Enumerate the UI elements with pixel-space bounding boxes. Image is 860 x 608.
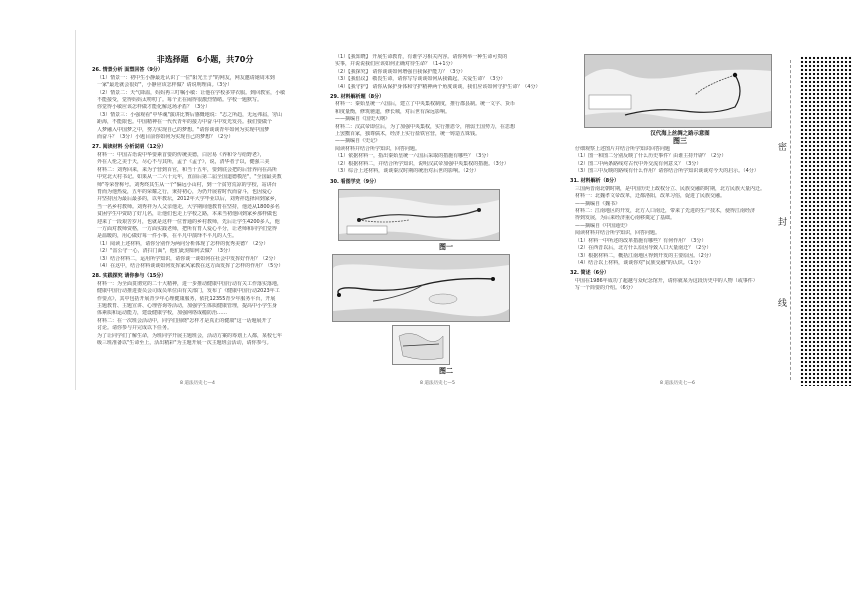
q32-line: 写一个简要的介绍。（6分） bbox=[575, 285, 636, 292]
q27-line: 当一名乡村教师。刘秀祥为人父亲他走，大学期间他教育在坚持，他还从1800多名 bbox=[97, 203, 280, 210]
c2top-line: （3）【我倡议】 敬畏生命，请你写写谈谈如何从我做起，关爱生命？（3分） bbox=[335, 76, 506, 83]
q29-line: 阅读材料并结合所学知识，回答问题。 bbox=[335, 145, 421, 152]
binding-dot-strip bbox=[800, 56, 852, 386]
c2top-line: （1）【我知晓】 开展生命教育，有谁学习相关内容。请你列举一种生命可贵的 bbox=[335, 54, 508, 60]
q32-line: 中国在1986年成功了超越与众纪念馆开，请你就某为这段历史中的人物（或事件） bbox=[575, 277, 758, 284]
binding-char-xian: 线 bbox=[778, 299, 788, 309]
q29-line: ——摘编自《史记》 bbox=[335, 138, 381, 145]
q28-line: 作要点》，其中包括开展青少年心理健康服务，依托12355青少年服务平台，开展 bbox=[97, 295, 276, 302]
question-27-body bbox=[92, 152, 318, 271]
question-26-title: 26. 情景分析 面塑回答（9分） bbox=[92, 67, 163, 74]
q31-line: 材料一：北魏孝文帝改革，迁都洛阳，改革习俗，促进了民族交融。 bbox=[575, 193, 726, 200]
column-left bbox=[92, 54, 318, 347]
q27-line: 材料一：中国古语说中华要素首要的传统美德，白居易《养和令与给野老》， bbox=[97, 151, 265, 158]
q27-line: 育而为他热爱，五年的荣耀之行，秉持初心，为仍开展着时代而奋斗，也因爱心 bbox=[97, 188, 273, 195]
page-fold-line bbox=[75, 30, 77, 390]
q26-line: 距海，不能限也。中国精神在一代代青年的接力中奋斗中发光发亮。我们要做个 bbox=[97, 119, 273, 126]
q27-line: 一方面对教师资格，一方面实践老师，把所有育人爱心平分，让老师和同学们觉得 bbox=[97, 225, 278, 232]
question-28-body bbox=[92, 281, 318, 348]
q29-line: ——摘编自《国史大纲》 bbox=[335, 116, 391, 123]
q31-line: 阅读材料并结合所学知识，回答问题。 bbox=[575, 230, 661, 237]
q31-line: 三国两晋南北朝时期，是中国历史上政权分立、民族交融的时期，北方民族大量内迁。 bbox=[575, 185, 766, 192]
q26-line: 而奋斗？（3分）小题目前你如何为实现自己的梦想？（2分） bbox=[97, 134, 234, 141]
page-footer-right: 8 道法历史七—6 bbox=[660, 381, 695, 386]
q29-line: （3）综合上述材料，谈谈秦汉时期的统治对后世的影响。（2分） bbox=[335, 168, 479, 175]
q28-line: 为了让同学们了解生命，为班同学开展主题班会，活动方案的筹划上人都，某校七年 bbox=[97, 332, 283, 339]
c2top-line: （4）【我守护】 请你从保护身体和守护精神两个角度谈谈，我们应该如何守护生命？（4分） bbox=[335, 83, 541, 90]
q27-line: （4）在这中，结合材料谈谈如何发挥家风家教在这方面发挥了怎样的作用？（5分） bbox=[97, 262, 284, 269]
question-30-body bbox=[570, 146, 790, 176]
q28-line: 主题教育、主题宣讲、心理咨询等活动，加强学生体质健康管理，提高中小学生身 bbox=[97, 303, 278, 309]
page-footer-middle: 8 道法历史七—5 bbox=[420, 381, 455, 386]
q27-line: 是温暖的，用心做好每一件小事，在平凡中演绎不平凡的人生。 bbox=[97, 233, 238, 240]
q28-line: 体素质和运动能力，建设健康学校，加强网络成瘾防治…… bbox=[97, 310, 228, 317]
c2top-line: 实事，并说说我们应该如何正确对待生命？（1+1分） bbox=[335, 61, 456, 68]
c2top-line: （2）【我探究】 请你谈谈如何增强自我保护能力？（3分） bbox=[335, 68, 466, 75]
column-right bbox=[570, 54, 790, 293]
question-27-title: 27. 阅读材料 分析说明（12分） bbox=[92, 144, 167, 151]
q27-line: （3）结合材料二，运用所学知识，请你谈一谈如何在社会中发挥好作用？（2分） bbox=[97, 255, 279, 262]
q26-line: （2）情景二：天气降温，妈妈再三叮嘱小敏：让他在学校多穿衣服。到回教室，小敏 bbox=[97, 89, 286, 96]
q27-line: 贫困学生中资助了好几名，让他们也走上学校之路，本来当初他回到家乡那样做也 bbox=[97, 211, 278, 218]
q28-line: 材料一：为全面贯彻党的二十大精神，进一步推动健康中国行动有关工作落实落地， bbox=[97, 280, 283, 287]
q27-line: （1）阅读上述材料，请你分别作为两问分析体现了怎样的优秀美德？（2分） bbox=[97, 240, 269, 247]
q29-line: 材料一：秦始皇统一六国后，建立了中央集权制度，推行郡县制。统一文字、货币 bbox=[335, 101, 516, 108]
q26-line: 人梦融入中国梦之中，努力实现自己的梦想。"请你谈谈青年如何为实现中国梦 bbox=[97, 126, 270, 133]
q31-line: ——摘编自《魏书》 bbox=[575, 200, 621, 207]
question-29-title: 29. 材料解析题（8分） bbox=[330, 94, 385, 101]
question-26-body bbox=[92, 75, 318, 142]
figure-3-caption: 汉代海上丝绸之路示意图 bbox=[650, 131, 710, 137]
figure-2-map bbox=[332, 254, 510, 322]
q29-line: （2）根据材料二，并结合所学知识，说明汉武帝加强中央集权的措施。（3分） bbox=[335, 160, 509, 167]
column-middle bbox=[330, 54, 562, 376]
c3q30-line: （3）图三中反映的路线有什么作用？请你结合所学知识谈谈对今天的启示。（4分） bbox=[575, 168, 759, 175]
q27-line: （2）"雷公守一心，清扫门面"，他们此刻如何去做？（3分） bbox=[97, 248, 233, 255]
binding-seal-line bbox=[790, 60, 791, 380]
q28-line: 级三班准备以"生命至上，活出精彩"为主题开展一次主题班会活动，请你参与。 bbox=[97, 340, 272, 347]
figure-1-map bbox=[338, 189, 500, 241]
c3q30-line: （1）图一和图二分别反映了什么历史事件？由谁主持开辟？（2分） bbox=[575, 153, 727, 160]
q31-line: （3）根据材料二，概括江南地区得到开发的主要原因。（2分） bbox=[575, 252, 714, 259]
q31-line: 得到发展，为后来经济重心南移奠定了基础。 bbox=[575, 215, 676, 222]
question-29-body bbox=[330, 101, 562, 175]
q29-line: 和度量衡，修筑驰道，修长城，对后世有深远影响。 bbox=[335, 108, 451, 115]
c3q30-line: 仔细观察上述图片并结合所学知识回答问题 bbox=[575, 145, 671, 152]
q28-line: 材料二：在一次班会活动中，同学们围绕"怎样才是真正的健康"这一话题展开了 bbox=[97, 317, 272, 324]
question-28-subtasks bbox=[330, 54, 562, 91]
question-32-title: 32. 简述（6分） bbox=[570, 270, 610, 277]
q31-line: ——摘编自《中国通史》 bbox=[575, 222, 631, 229]
q27-line: 师"等荣誉称号。刘秀终其生从一个"偏远小山村，到一个贫穷荒凉的学校，站讲台 bbox=[97, 181, 277, 188]
figure-3-label: 图三 bbox=[673, 137, 687, 146]
q31-line: 材料二：江南地区的开发，北方人口南迁，带来了先进的生产技术，使得江南经济 bbox=[575, 208, 756, 215]
figure-3-map bbox=[584, 54, 772, 128]
q26-line: （1）情景一：初中生小静最近认识了一位"阳光王子"的网友，网友邀请她周末到 bbox=[97, 74, 275, 81]
q29-line: （1）依据材料一，指出秦始皇统一六国后采取的措施有哪些？（3分） bbox=[335, 153, 492, 160]
q26-line: 不能接受，觉得妈妈太唠叨了。每个正在闹得很激烈情绪。学校一题默写。 bbox=[97, 97, 263, 104]
q28-line: 健康中国行动推进委员会司成员单位由有关部门，发布了《健康中国行动2023年工 bbox=[97, 288, 280, 295]
q26-line: 你觉得小敏应该怎样做才能化解这场矛盾？（3分） bbox=[97, 104, 211, 111]
q27-line: 材料二：刘秀回来，来为子营到百官，和当十五年，要到底会把的后营养向在高所 bbox=[97, 166, 278, 173]
question-32-body bbox=[570, 278, 790, 293]
question-30-title: 30. 看图学史（9分） bbox=[330, 178, 380, 185]
question-31-body bbox=[570, 186, 790, 267]
binding-char-mi: 密 bbox=[778, 143, 788, 153]
q28-line: 讨论。请你参与并完成以下任务。 bbox=[97, 325, 173, 332]
figure-2-label: 图二 bbox=[439, 367, 453, 376]
q29-line: 上罢黜百家，独尊儒术，经济上实行盐铁官营，统一铸造五铢钱。 bbox=[335, 131, 481, 138]
q26-line: （3）情景三：小强观看"中华魂"演讲比赛后感慨地说："志之所趋，无远弗届，穷山 bbox=[97, 111, 283, 118]
question-31-title: 31. 材料解析（8分） bbox=[570, 178, 620, 185]
q26-line: 一家"最近就会很好"，小静应该怎样做？请说明理由。（3分） bbox=[97, 82, 233, 89]
figure-2-inset-map bbox=[392, 325, 450, 365]
q29-line: 材料二：汉武帝即位后，为了加强中央集权，实行推恩令，削弱王国势力，在思想 bbox=[335, 123, 516, 130]
q31-line: （4）结合以上材料，谈谈你对"民族交融"的认识。（1分） bbox=[575, 259, 704, 266]
section-title: 非选择题 6小题，共70分 bbox=[156, 55, 254, 64]
page-footer-left: 8 道法历史七—4 bbox=[180, 381, 215, 386]
q27-line: 并坚持因为最后最多的，以年教坛，2012年大学毕业以后，刘秀祥选择回到家乡， bbox=[97, 196, 280, 203]
question-28-title: 28. 实践探究 请你参与（15分） bbox=[92, 273, 167, 280]
q27-line: 外在人伦之美于天，尽心不与其所，孟子《孟子》，说，清华者子以，健强三美 bbox=[97, 159, 270, 166]
q31-line: （1）材料一中所述的改革措施有哪些？有何作用？（3分） bbox=[575, 237, 707, 244]
q27-line: 迎来了一段艰苦岁月，也就是这样一位普通的乡村教师，先后让学生4200多人，他 bbox=[97, 218, 280, 225]
binding-char-feng: 封 bbox=[778, 218, 788, 228]
q31-line: （2）在西晋以后，北方什么原因导致人口大量南迁？（2分） bbox=[575, 245, 712, 252]
figure-1-label: 图一 bbox=[439, 242, 453, 251]
q27-line: 中党北大村书记。如果从一二六十元年，直前后第二届全国道德模范"，"全国最美教 bbox=[97, 174, 282, 181]
c3q30-line: （2）图二中两条路线对古代中外交流有何意义？（3分） bbox=[575, 160, 702, 167]
